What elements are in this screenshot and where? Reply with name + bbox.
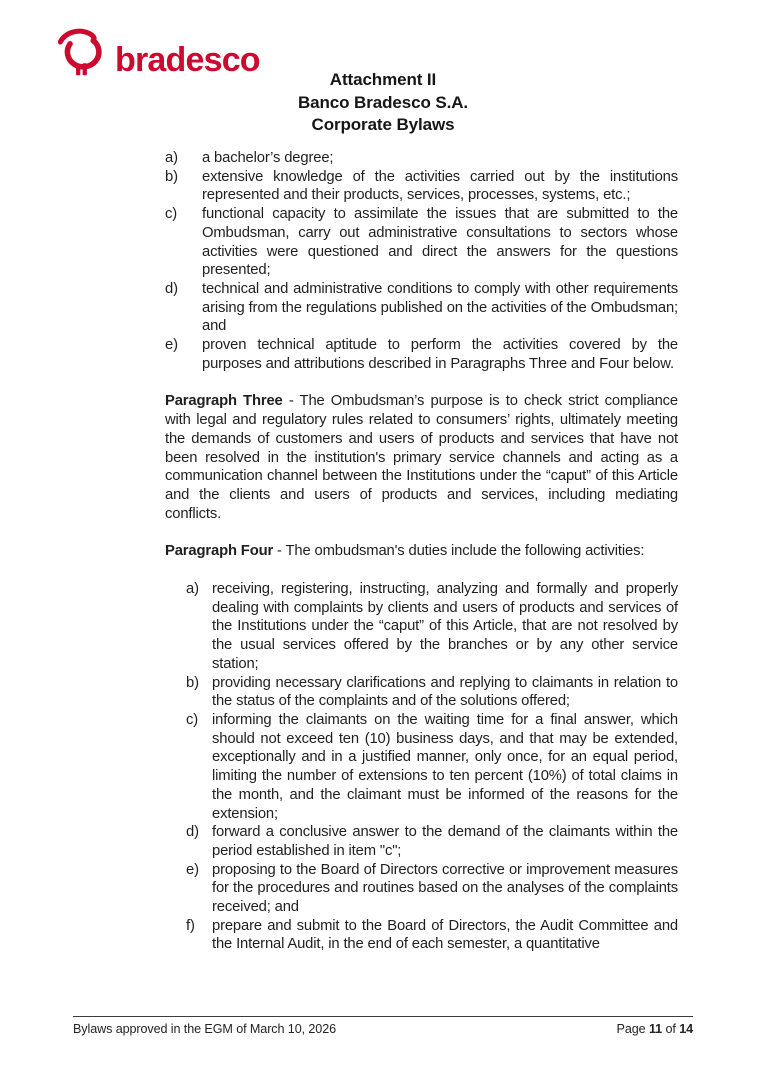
document-body [165,149,678,954]
footer [73,1022,693,1036]
list-item [186,580,678,674]
footer-approval-note: Bylaws approved in the EGM of March 10, 2026 [73,1022,337,1036]
paragraph-four-text: - The ombudsman's duties include the following activities: [277,543,645,560]
footer-of-word: of [665,1022,676,1036]
footer-page-indicator [617,1022,693,1036]
list-item-marker: c) [186,711,199,728]
footer-page-total: 14 [679,1022,693,1036]
qualifications-list [165,149,678,373]
paragraph-three-text: - The Ombudsman’s purpose is to check strict compliance with legal and regulatory rules related to consumers’ rights, ultimately meeting the demands of customers and users of products and services that have not been resolved in the institution's primary service channels and acting as a communication channel between the Institutions under the “caput” of this Article and the clients and users of products and services, including mediating conflicts. [165,393,678,522]
footer-page-word: Page [616,1022,646,1036]
list-item-marker: e) [186,861,199,878]
list-item [165,168,678,205]
list-item-marker: c) [165,206,178,223]
paragraph-four-label: Paragraph Four [165,543,274,560]
list-item-text: forward a conclusive answer to the demand of the claimants within the period established in item "c"; [212,824,678,859]
title-line-company: Banco Bradesco S.A. [297,92,469,112]
footer-page-number: 11 [648,1022,663,1036]
list-item-marker: b) [186,674,199,691]
list-item [165,149,678,168]
list-item-text: providing necessary clarifications and replying to claimants in relation to the status of the complaints and of the solutions offered; [212,674,678,710]
list-item-text: proposing to the Board of Directors corrective or improvement measures for the procedures and routines based on the analyses of the complaints received; and [212,861,678,916]
list-item [165,205,678,280]
list-item-text: prepare and submit to the Board of Directors, the Audit Committee and the Internal Audit, in the end of each semester, a quantitative [212,917,678,953]
paragraph-four [165,542,678,561]
document-title [0,69,766,137]
footer-divider [73,1016,693,1017]
list-item-text: proven technical aptitude to perform the activities covered by the purposes and attributions described in Paragraphs Three and Four below. [202,337,678,372]
list-item-text: a bachelor’s degree; [202,150,334,166]
paragraph-three-label: Paragraph Three [165,393,283,410]
list-item-marker: a) [165,150,178,166]
list-item-text: technical and administrative conditions to comply with other requirements arising from the regulations published on the activities of the Ombudsman; and [202,280,678,335]
list-item [186,823,678,860]
list-item-marker: b) [165,168,178,185]
title-line-attachment: Attachment II [329,70,437,89]
list-item-marker: a) [186,581,199,598]
list-item [186,861,678,917]
list-item-text: receiving, registering, instructing, analyzing and formally and properly dealing with complaints by clients and users of products and services of the Institutions under the “caput” of this Article, that are not resolved by the usual services offered by the branches or by any other service station; [212,581,678,672]
list-item-marker: d) [186,824,199,841]
list-item [186,711,678,823]
list-item [186,674,678,711]
list-item [165,336,678,373]
title-line-bylaws: Corporate Bylaws [311,115,455,134]
list-item-text: functional capacity to assimilate the issues that are submitted to the Ombudsman, carry out administrative consultations to sectors whose activities were questioned and direct the answers for the questions presented; [202,206,678,279]
list-item [165,280,678,336]
list-item-marker: d) [165,280,178,297]
duties-list [186,580,678,954]
list-item-text: informing the claimants on the waiting time for a final answer, which should not exceed ten (10) business days, and that may be extended, exceptionally and in a justified manner, only once, for an equal period, limiting the number of extensions to ten percent (10%) of total claims in the month, and the claimant must be informed of the reasons for the extension; [212,711,678,822]
paragraph-three [165,392,678,523]
list-item-marker: e) [165,337,178,354]
list-item [186,917,678,954]
list-item-text: extensive knowledge of the activities carried out by the institutions represented and their products, services, processes, systems, etc.; [202,168,678,204]
bradesco-logo-text: bradesco [115,41,260,79]
list-item-marker: f) [186,917,195,934]
